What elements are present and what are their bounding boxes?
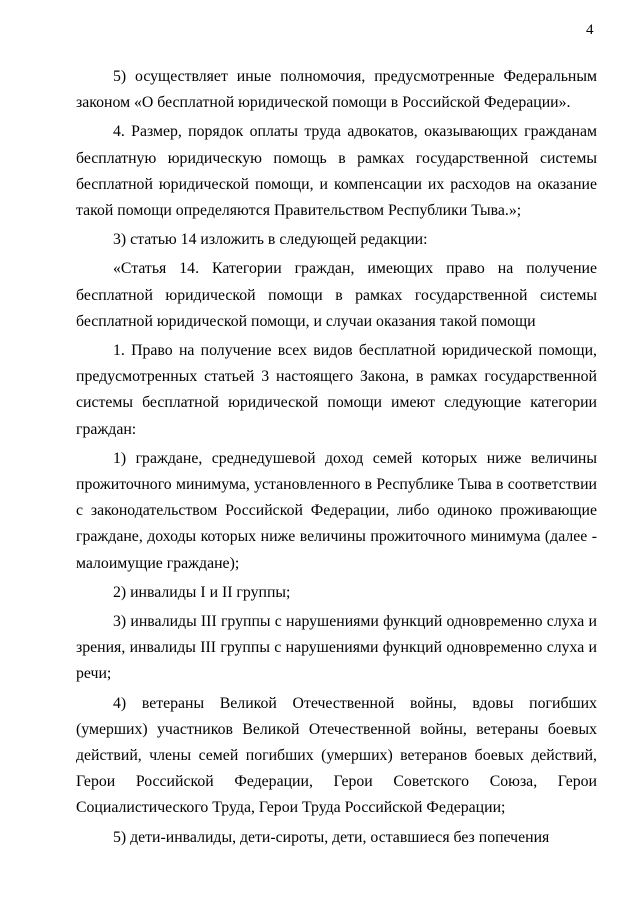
paragraph-amend-article-14: 3) статью 14 изложить в следующей редакции: (113, 231, 428, 249)
paragraph-category-1-low-income: 1) граждане, среднедушевой доход семей которых ниже величины прожиточного минимума, установленного в Республике Тыва в соответствии с законодательством Российской Федерации, либо одиноко проживающие граждане, доходы которых ниже величины прожиточного минимума (далее - малоимущие граждане); (76, 449, 597, 572)
paragraph-category-5-children: 5) дети-инвалиды, дети-сироты, дети, оставшиеся без попечения (113, 828, 550, 846)
paragraph-category-4-veterans: 4) ветераны Великой Отечественной войны, вдовы погибших (умерших) участников Великой Отечественной войны, ветераны боевых действий, члены семей погибших (умерших) ветеранов боевых действий, Герои Российской Федерации, Герои Советского Союза, Герои Социалистического Труда, Герои Труда Российской Федерации; (76, 694, 597, 817)
paragraph-article-14-heading: «Статья 14. Категории граждан, имеющих право на получение бесплатной юридической помощи в рамках государственной системы бесплатной юридической помощи, и случаи оказания такой помощи (76, 260, 597, 330)
page-number: 4 (586, 22, 594, 38)
paragraph-category-3-disabled-group-3: 3) инвалиды III группы с нарушениями функций одновременно слуха и зрения, инвалиды III группы с нарушениями функций одновременно слуха и речи; (76, 613, 597, 683)
paragraph-item-5-powers: 5) осуществляет иные полномочия, предусмотренные Федеральным законом «О бесплатной юридической помощи в Российской Федерации». (76, 68, 597, 112)
document-body (76, 64, 597, 854)
paragraph-category-2-disabled: 2) инвалиды I и II группы; (113, 583, 291, 601)
paragraph-point-1-right: 1. Право на получение всех видов бесплатной юридической помощи, предусмотренных статьей 3 настоящего Закона, в рамках государственной системы бесплатной юридической помощи имеют следующие категории граждан: (76, 342, 597, 438)
paragraph-point-4-lawyer-payment: 4. Размер, порядок оплаты труда адвокатов, оказывающих гражданам бесплатную юридическую помощь в рамках государственной системы бесплатной юридической помощи, и компенсации их расходов на оказание такой помощи определяются Правительством Республики Тыва.»; (76, 123, 597, 220)
